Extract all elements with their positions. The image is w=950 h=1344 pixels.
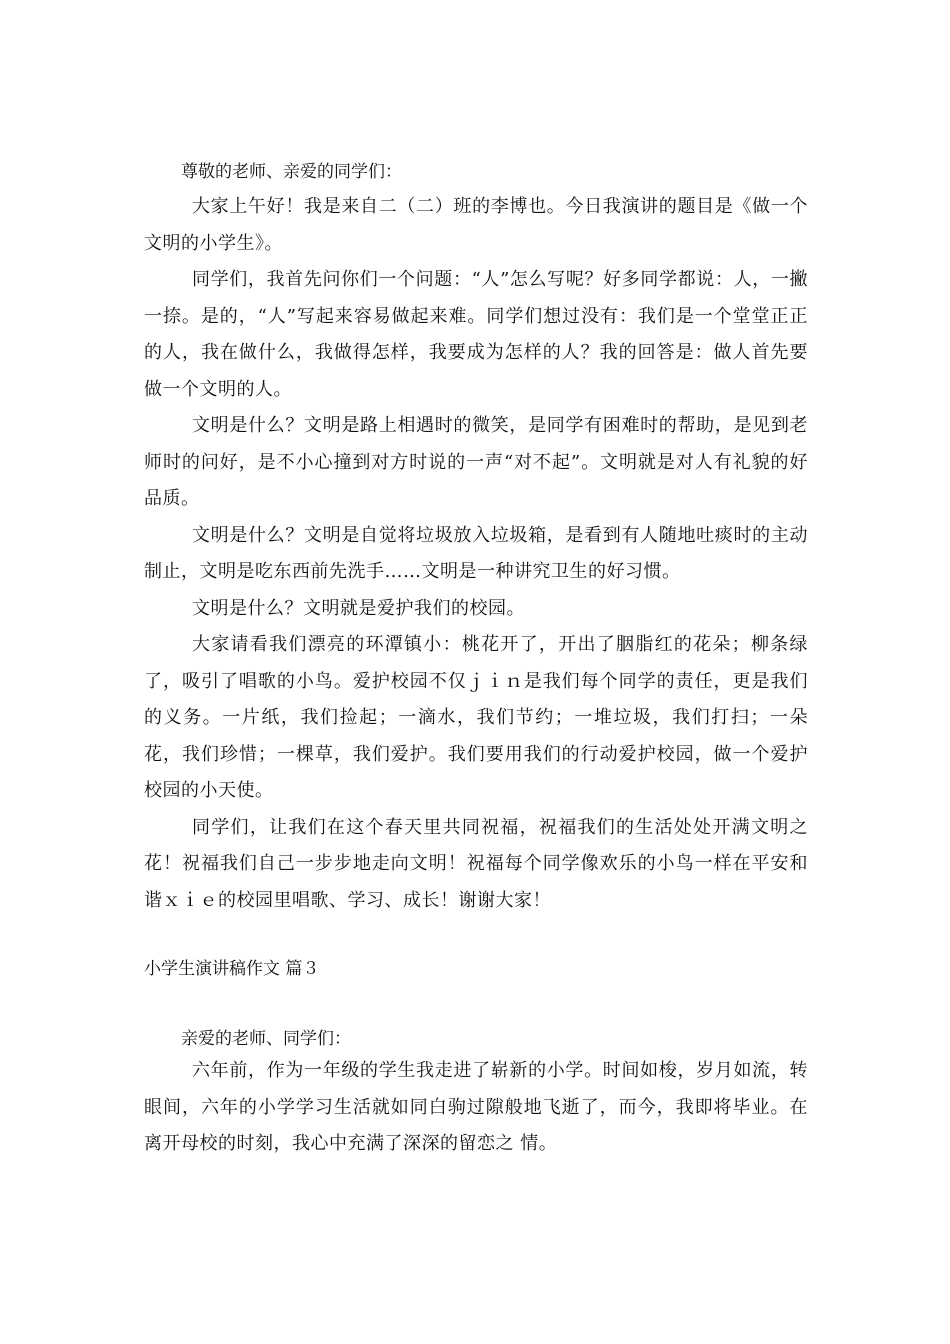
paragraph: 文明是什么？文明就是爱护我们的校园。 (192, 597, 525, 619)
speech-body (144, 1053, 808, 1163)
greeting-line: 亲爱的老师、同学们： (181, 1029, 351, 1049)
paragraph: 同学们，让我们在这个春天里共同祝福，祝福我们的生活处处开满文明之花！祝福我们自己一步步地走向文明！祝福每个同学像欢乐的小鸟一样在平安和谐ｘｉｅ的校园里唱歌、学习、成长！谢谢大家！ (144, 816, 808, 911)
paragraph: 大家请看我们漂亮的环潭镇小：桃花开了，开出了胭脂红的花朵；柳条绿了，吸引了唱歌的小鸟。爱护校园不仅ｊｉｎ是我们每个同学的责任，更是我们的义务。一片纸，我们捡起；一滴水，我们节约；一堆垃圾，我们打扫；一朵花，我们珍惜；一棵草，我们爱护。我们要用我们的行动爱护校园，做一个爱护校园的小天使。 (144, 634, 808, 801)
paragraph: 大家上午好！我是来自二（二）班的李博也。今日我演讲的题目是《做一个文明的小学生》。 (144, 196, 808, 254)
paragraph: 同学们，我首先问你们一个问题：“人”怎么写呢？好多同学都说：人，一撇一捺。是的，“人”写起来容易做起来难。同学们想过没有：我们是一个堂堂正正的人，我在做什么，我做得怎样，我要成为怎样的人？我的回答是：做人首先要做一个文明的人。 (144, 269, 808, 400)
paragraph: 文明是什么？文明是路上相遇时的微笑，是同学有困难时的帮助，是见到老师时的问好，是不小心撞到对方时说的一声“对不起”。文明就是对人有礼貌的好品质。 (144, 415, 808, 509)
paragraph: 六年前，作为一年级的学生我走进了崭新的小学。时间如梭，岁月如流，转眼间，六年的小学学习生活就如同白驹过隙般地飞逝了，而今，我即将毕业。在离开母校的时刻，我心中充满了深深的留恋之 情。 (144, 1060, 808, 1154)
speech-body (144, 189, 808, 919)
paragraph: 文明是什么？文明是自觉将垃圾放入垃圾箱，是看到有人随地吐痰时的主动制止，文明是吃东西前先洗手……文明是一种讲究卫生的好习惯。 (144, 524, 808, 582)
section-heading: 小学生演讲稿作文 篇３ (144, 959, 320, 979)
greeting-line: 尊敬的老师、亲爱的同学们： (181, 162, 402, 182)
